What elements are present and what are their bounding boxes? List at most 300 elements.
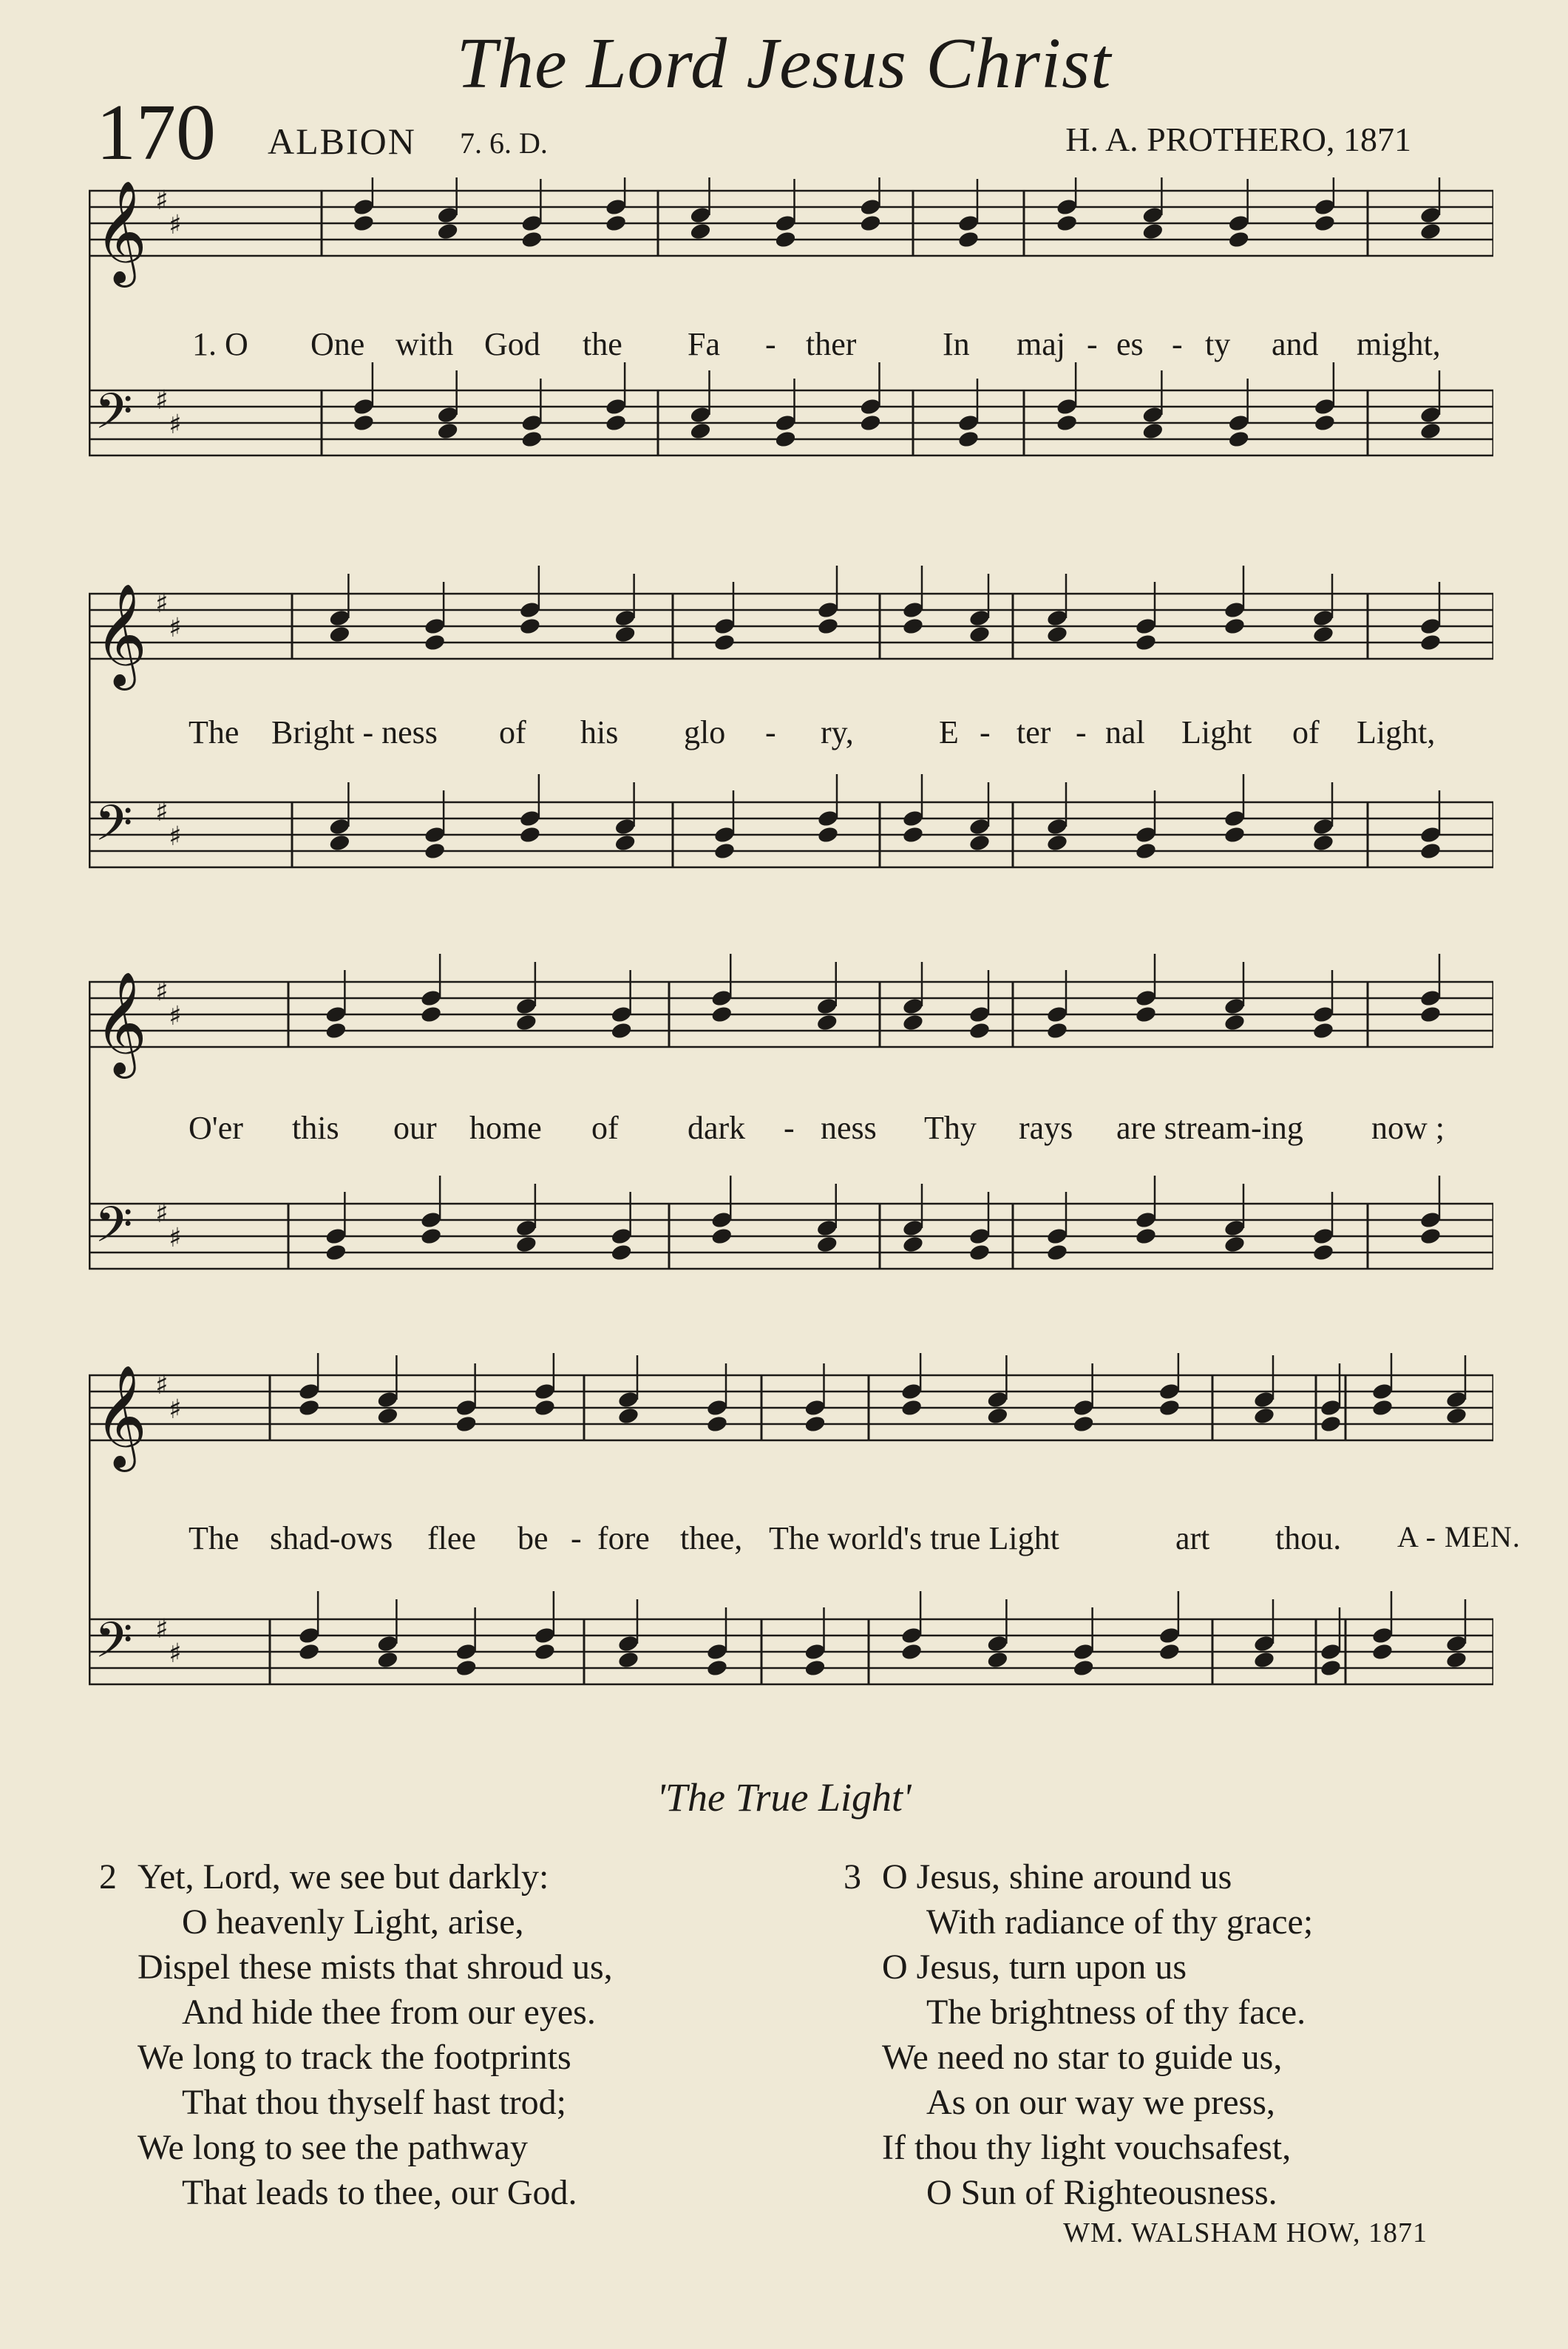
composer-credit: H. A. PROTHERO, 1871 [1065,121,1411,158]
lyric-syllable: - [1087,326,1098,362]
notehead [1227,430,1250,449]
notehead [614,625,637,644]
notehead [1419,617,1442,636]
notehead [1419,405,1442,424]
notehead [710,989,733,1008]
notehead [1253,1406,1276,1426]
notehead [1419,206,1442,225]
lyric-syllable: glo [684,714,726,750]
lyric-syllable: - [980,714,991,750]
lyric-syllable: - [784,1110,795,1146]
notehead [859,397,882,416]
notehead [605,214,628,233]
notehead [968,625,991,644]
notehead [1223,1013,1246,1032]
verse-line: The brightness of thy face. [926,1993,1306,2032]
verse-3 [844,1854,1314,2215]
notehead [534,1382,557,1401]
lyric-syllable: maj [1017,326,1065,362]
notehead [1046,1021,1069,1040]
lyric-syllable: are stream-ing [1116,1110,1303,1146]
notehead [1046,817,1069,836]
lyric-syllable: of [1292,714,1320,750]
music-system-4 [89,1353,1521,1738]
notehead [1158,1398,1181,1417]
notehead [1056,197,1079,217]
notehead [689,206,712,225]
verse-line: We long to see the pathway [138,2128,528,2167]
lyric-syllable: The world's true Light [769,1520,1059,1556]
notehead [706,1642,729,1661]
notehead [1419,1227,1442,1246]
lyric-syllable: - [765,714,776,750]
lyric-syllable: The [189,1520,240,1556]
notehead [1141,222,1164,241]
notehead [902,1013,925,1032]
lyric-syllable: our [393,1110,437,1146]
lyric-syllable: Thy [924,1110,977,1146]
notehead [706,1414,729,1434]
sharp-icon: ♯ [155,797,169,828]
notehead [1445,1390,1468,1409]
notehead [1072,1414,1095,1434]
notehead [1046,1227,1069,1246]
lyric-syllable: - [1076,714,1087,750]
notehead [774,430,797,449]
notehead [1312,1227,1335,1246]
sharp-icon: ♯ [155,1614,169,1645]
notehead [519,809,542,828]
notehead [968,1021,991,1040]
notehead [534,1626,557,1645]
bass-clef-icon: 𝄢 [95,1196,133,1265]
lyric-syllable: ter [1017,714,1051,750]
notehead [424,841,447,861]
notehead [436,222,459,241]
notehead [986,1634,1009,1653]
notehead [298,1626,321,1645]
notehead [520,413,543,433]
notehead [420,1005,443,1024]
lyric-syllable: O'er [189,1110,243,1146]
lyric-syllable: - [1172,326,1183,362]
notehead [455,1642,478,1661]
notehead [710,1227,733,1246]
notehead [859,197,882,217]
sharp-icon: ♯ [155,1370,169,1401]
lyric-syllable: Light, [1357,714,1436,750]
notehead [815,1235,838,1254]
notehead [376,1634,399,1653]
lyric-syllable: this [292,1110,339,1146]
notehead [519,825,542,844]
notehead [1320,1658,1343,1678]
verse-line: We need no star to guide us, [882,2038,1283,2077]
lyric-syllable: God [484,326,540,362]
notehead [804,1658,827,1678]
notehead [689,222,712,241]
notehead [902,600,925,620]
notehead [713,633,736,652]
lyric-syllable: of [591,1110,619,1146]
lyric-syllable: In [943,326,970,362]
notehead [1419,825,1442,844]
notehead [706,1658,729,1678]
notehead [804,1398,827,1417]
treble-clef-icon: 𝄞 [95,972,147,1074]
lyric-syllable: es [1116,326,1144,362]
author-credit: WM. WALSHAM HOW, 1871 [1063,2217,1428,2248]
lyric-syllable: now ; [1371,1110,1445,1146]
notehead [710,1210,733,1230]
notehead [424,633,447,652]
notehead [436,206,459,225]
notehead [298,1398,321,1417]
notehead [774,413,797,433]
notehead [817,617,840,636]
notehead [353,197,376,217]
notehead [605,397,628,416]
notehead [902,617,925,636]
treble-clef-icon: 𝄞 [95,583,147,686]
notehead [1135,1005,1158,1024]
notehead [1223,809,1246,828]
notehead [1223,617,1246,636]
notehead [298,1642,321,1661]
notehead [902,809,925,828]
notehead [515,1013,538,1032]
notehead [1312,609,1335,628]
lyric-syllable: One [310,326,365,362]
notehead [1445,1650,1468,1670]
treble-clef-icon: 𝄞 [95,1365,147,1468]
lyric-syllable: nal [1105,714,1145,750]
notehead [617,1390,640,1409]
notehead [710,1005,733,1024]
notehead [902,825,925,844]
notehead [1314,397,1337,416]
notehead [1046,609,1069,628]
notehead [605,413,628,433]
notehead [902,1235,925,1254]
verse-line: With radiance of thy grace; [926,1902,1314,1942]
notehead [614,609,637,628]
sharp-icon: ♯ [169,1394,182,1426]
sharp-icon: ♯ [169,1638,182,1670]
notehead [902,997,925,1016]
sharp-icon: ♯ [155,385,169,416]
notehead [328,625,351,644]
lyric-syllable: Light [1181,714,1252,750]
notehead [1253,1650,1276,1670]
notehead [986,1390,1009,1409]
notehead [968,1227,991,1246]
sharp-icon: ♯ [169,410,182,441]
notehead [1371,1382,1394,1401]
lyric-syllable: the [583,326,622,362]
notehead [353,214,376,233]
treble-clef-icon: 𝄞 [95,180,147,283]
notehead [376,1406,399,1426]
lyric-syllable: be [517,1520,549,1556]
notehead [1046,1243,1069,1262]
notehead [1056,413,1079,433]
notehead [1253,1390,1276,1409]
sharp-icon: ♯ [169,613,182,644]
verse-line: O Sun of Righteousness. [926,2173,1277,2212]
notehead [1046,833,1069,853]
notehead [968,817,991,836]
notehead [1227,214,1250,233]
notehead [328,609,351,628]
lyric-syllable: ty [1205,326,1231,362]
notehead [1419,989,1442,1008]
notehead [968,1243,991,1262]
lyric-syllable: - [765,326,776,362]
notehead [610,1243,633,1262]
sharp-icon: ♯ [155,977,169,1008]
notehead [1314,413,1337,433]
notehead [353,397,376,416]
notehead [520,230,543,249]
notehead [1141,405,1164,424]
notehead [859,214,882,233]
notehead [1223,1218,1246,1238]
verse-line: That thou thyself hast trod; [182,2083,566,2122]
notehead [1445,1406,1468,1426]
bass-clef-icon: 𝄢 [95,795,133,864]
notehead [713,825,736,844]
verse-line: If thou thy light vouchsafest, [882,2128,1292,2167]
notehead [610,1005,633,1024]
notehead [1135,989,1158,1008]
notehead [900,1626,923,1645]
lyric-syllable: of [499,714,526,750]
notehead [455,1398,478,1417]
section-title: The Lord Jesus Christ [456,24,1112,104]
notehead [436,405,459,424]
notehead [1046,1005,1069,1024]
bass-clef-icon: 𝄢 [95,383,133,452]
notehead [1135,617,1158,636]
notehead [1227,413,1250,433]
notehead [1253,1634,1276,1653]
notehead [1312,817,1335,836]
lyric-syllable: shad-ows [270,1520,393,1556]
notehead [1072,1398,1095,1417]
notehead [689,421,712,441]
notehead [298,1382,321,1401]
notehead [515,1218,538,1238]
lyric-syllable: The [189,714,240,750]
notehead [1223,997,1246,1016]
notehead [1141,206,1164,225]
lyric-syllable: A - MEN. [1397,1520,1521,1553]
notehead [1320,1398,1343,1417]
sharp-icon: ♯ [155,1199,169,1230]
lyric-syllable: thee, [680,1520,743,1556]
notehead [1135,841,1158,861]
lyric-syllable: ness [821,1110,877,1146]
verse-line: Yet, Lord, we see but darkly: [138,1857,549,1897]
notehead [1056,214,1079,233]
notehead [617,1650,640,1670]
notehead [1320,1414,1343,1434]
verse-2 [99,1854,613,2215]
notehead [1419,841,1442,861]
notehead [706,1398,729,1417]
sharp-icon: ♯ [155,186,169,217]
verse-line: We long to track the footprints [138,2038,571,2077]
notehead [1072,1642,1095,1661]
lyric-syllable: - [571,1520,582,1556]
verses-heading: 'The True Light' [656,1775,912,1820]
lyric-syllable: and [1272,326,1319,362]
notehead [957,413,980,433]
notehead [902,1218,925,1238]
notehead [986,1406,1009,1426]
notehead [617,1634,640,1653]
notehead [614,833,637,853]
notehead [420,1227,443,1246]
lyric-syllable: 1. O [192,326,248,362]
notehead [420,989,443,1008]
lyric-syllable: fore [597,1520,650,1556]
music-system-3 [89,954,1493,1316]
lyric-syllable: art [1175,1520,1210,1556]
notehead [957,430,980,449]
notehead [1371,1398,1394,1417]
notehead [376,1650,399,1670]
notehead [325,1243,347,1262]
notehead [455,1414,478,1434]
notehead [515,997,538,1016]
notehead [968,1005,991,1024]
notehead [534,1398,557,1417]
lyric-syllable: flee [427,1520,476,1556]
notehead [1419,222,1442,241]
notehead [1072,1658,1095,1678]
notehead [1445,1634,1468,1653]
notehead [1158,1382,1181,1401]
notehead [1320,1642,1343,1661]
notehead [1371,1642,1394,1661]
notehead [774,230,797,249]
notehead [605,197,628,217]
meter: 7. 6. D. [460,126,548,160]
notehead [328,817,351,836]
verse-line: O Jesus, shine around us [882,1857,1232,1897]
notehead [1312,833,1335,853]
sharp-icon: ♯ [169,821,182,853]
notehead [519,617,542,636]
sharp-icon: ♯ [155,589,169,620]
notehead [1312,625,1335,644]
notehead [325,1005,347,1024]
verse-number: 3 [844,1857,861,1897]
notehead [1158,1626,1181,1645]
lyric-syllable: might, [1357,326,1441,362]
notehead [1419,1210,1442,1230]
verse-line: And hide thee from our eyes. [182,1993,596,2032]
notehead [804,1642,827,1661]
notehead [900,1642,923,1661]
notehead [1312,1021,1335,1040]
notehead [328,833,351,853]
notehead [353,413,376,433]
sharp-icon: ♯ [169,210,182,241]
notehead [1227,230,1250,249]
notehead [1419,633,1442,652]
notehead [1135,1227,1158,1246]
notehead [1314,214,1337,233]
notehead [436,421,459,441]
notehead [455,1658,478,1678]
verse-line: As on our way we press, [926,2083,1275,2122]
hymn-number: 170 [96,89,216,177]
notehead [817,825,840,844]
tune-name: ALBION [268,121,416,162]
sharp-icon: ♯ [169,1001,182,1032]
notehead [713,841,736,861]
notehead [424,617,447,636]
notehead [968,833,991,853]
notehead [817,600,840,620]
notehead [610,1227,633,1246]
verse-line: O Jesus, turn upon us [882,1948,1187,1987]
notehead [1223,600,1246,620]
notehead [1419,421,1442,441]
notehead [957,214,980,233]
notehead [520,430,543,449]
verse-line: That leads to thee, our God. [182,2173,577,2212]
lyric-syllable: with [396,326,454,362]
lyric-syllable: E [939,714,959,750]
notehead [424,825,447,844]
notehead [900,1382,923,1401]
notehead [1135,825,1158,844]
notehead [986,1650,1009,1670]
notehead [534,1642,557,1661]
notehead [515,1235,538,1254]
music-system-2 [89,566,1493,913]
lyric-syllable: his [580,714,619,750]
lyric-syllable: ther [806,326,857,362]
notehead [519,600,542,620]
lyric-syllable: thou. [1275,1520,1342,1556]
notehead [713,617,736,636]
notehead [1419,1005,1442,1024]
notehead [804,1414,827,1434]
notehead [376,1390,399,1409]
sharp-icon: ♯ [169,1223,182,1254]
notehead [520,214,543,233]
notehead [1312,1005,1335,1024]
notehead [420,1210,443,1230]
notehead [1371,1626,1394,1645]
lyric-syllable: dark [688,1110,746,1146]
notehead [325,1227,347,1246]
lyric-syllable: home [469,1110,542,1146]
notehead [957,230,980,249]
lyric-syllable: Bright - ness [271,714,438,750]
notehead [1312,1243,1335,1262]
notehead [610,1021,633,1040]
notehead [689,405,712,424]
music-system-1 [89,177,1493,510]
verse-line: Dispel these mists that shroud us, [138,1948,613,1987]
notehead [815,1013,838,1032]
